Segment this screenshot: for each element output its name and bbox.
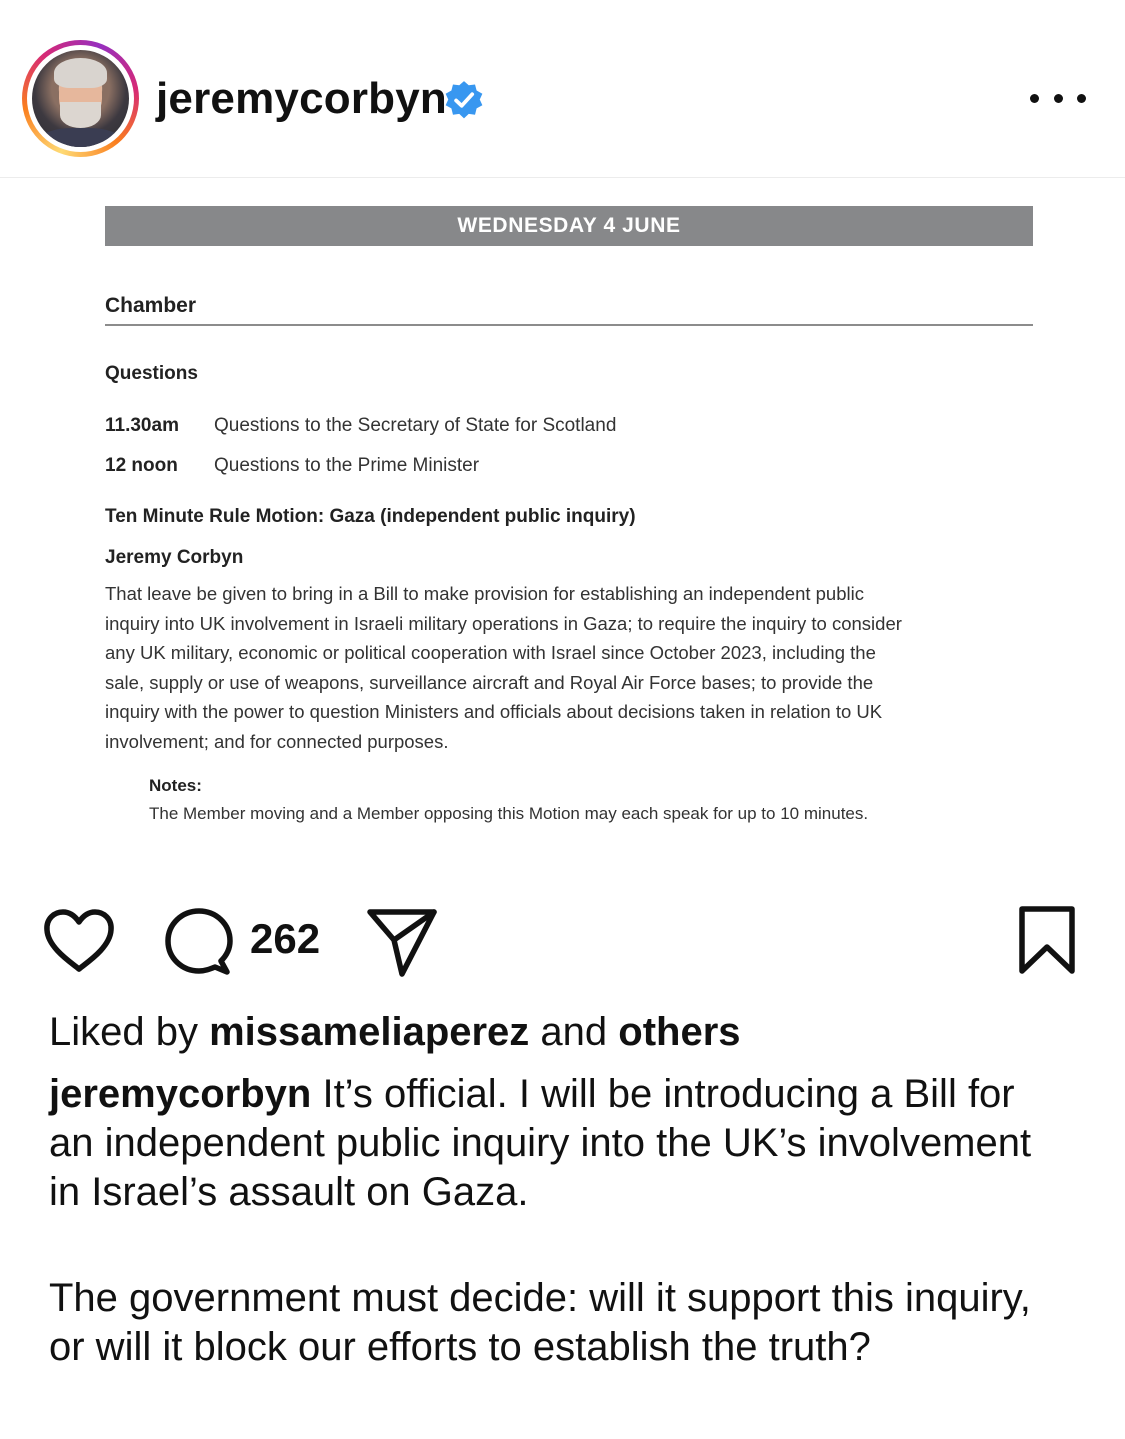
motion-line: inquiry with the power to question Ministers and officials about decisions taken in relation to UK — [105, 701, 883, 722]
post-image-document[interactable] — [0, 179, 1125, 869]
notes-heading: Notes: — [149, 776, 202, 795]
motion-line: That leave be given to bring in a Bill to make provision for establishing an independent public — [105, 583, 864, 604]
schedule-description: Questions to the Prime Minister — [214, 455, 480, 476]
bookmark-icon[interactable] — [1017, 905, 1077, 975]
section-heading: Chamber — [105, 294, 197, 317]
motion-line: any UK military, economic or political cooperation with Israel since October 2023, including the — [105, 642, 876, 663]
motion-line: involvement; and for connected purposes. — [105, 730, 449, 752]
caption-second-paragraph: The government must decide: will it support this inquiry, or will it block our efforts to establish the truth? — [49, 1276, 1031, 1369]
notes-text: The Member moving and a Member opposing this Motion may each speak for up to 10 minutes. — [149, 804, 869, 823]
liked-prefix: Liked by — [49, 1010, 210, 1054]
caption-text: It’s official. I will be introducing a Bill for an independent public inquiry into the UK’s involvement in Israel’s assault on Gaza. — [49, 1072, 1032, 1214]
more-dot — [1030, 94, 1039, 103]
avatar-hair — [54, 58, 107, 88]
comment-icon[interactable] — [163, 907, 233, 977]
liked-middle: and — [529, 1010, 619, 1054]
avatar[interactable] — [32, 50, 129, 147]
motion-title: Ten Minute Rule Motion: Gaza (independent public inquiry) — [105, 506, 636, 527]
share-icon[interactable] — [364, 906, 439, 978]
schedule-description: Questions to the Secretary of State for Scotland — [214, 415, 617, 436]
liked-others[interactable]: others — [618, 1010, 741, 1054]
motion-line: inquiry into UK involvement in Israeli military operations in Gaza; to require the inquiry to consider — [105, 612, 902, 634]
section-divider — [105, 324, 1033, 326]
more-options-icon[interactable] — [1030, 88, 1086, 108]
questions-heading: Questions — [105, 363, 198, 384]
avatar-shirt — [40, 128, 121, 147]
caption-author[interactable]: jeremycorbyn — [49, 1072, 312, 1116]
caption — [49, 1070, 1059, 1217]
comment-count[interactable]: 262 — [250, 915, 321, 962]
liked-by-user[interactable]: missameliaperez — [209, 1010, 530, 1054]
schedule-time: 12 noon — [105, 455, 178, 476]
motion-body — [105, 579, 1035, 756]
day-banner: WEDNESDAY 4 JUNE — [105, 206, 1033, 246]
post-header — [0, 0, 1125, 178]
schedule-time: 11.30am — [105, 415, 179, 436]
heart-icon[interactable] — [42, 908, 116, 974]
verified-badge-icon — [443, 79, 485, 121]
story-ring[interactable] — [22, 40, 139, 157]
action-bar — [0, 880, 1125, 990]
avatar-beard — [60, 102, 101, 128]
liked-by-line — [49, 1010, 741, 1055]
motion-line: sale, supply or use of weapons, surveillance aircraft and Royal Air Force bases; to provide the — [105, 671, 874, 693]
more-dot — [1054, 94, 1063, 103]
username-link[interactable]: jeremycorbyn — [156, 74, 447, 123]
member-name: Jeremy Corbyn — [105, 547, 244, 568]
avatar-gap — [27, 45, 134, 152]
more-dot — [1077, 94, 1086, 103]
